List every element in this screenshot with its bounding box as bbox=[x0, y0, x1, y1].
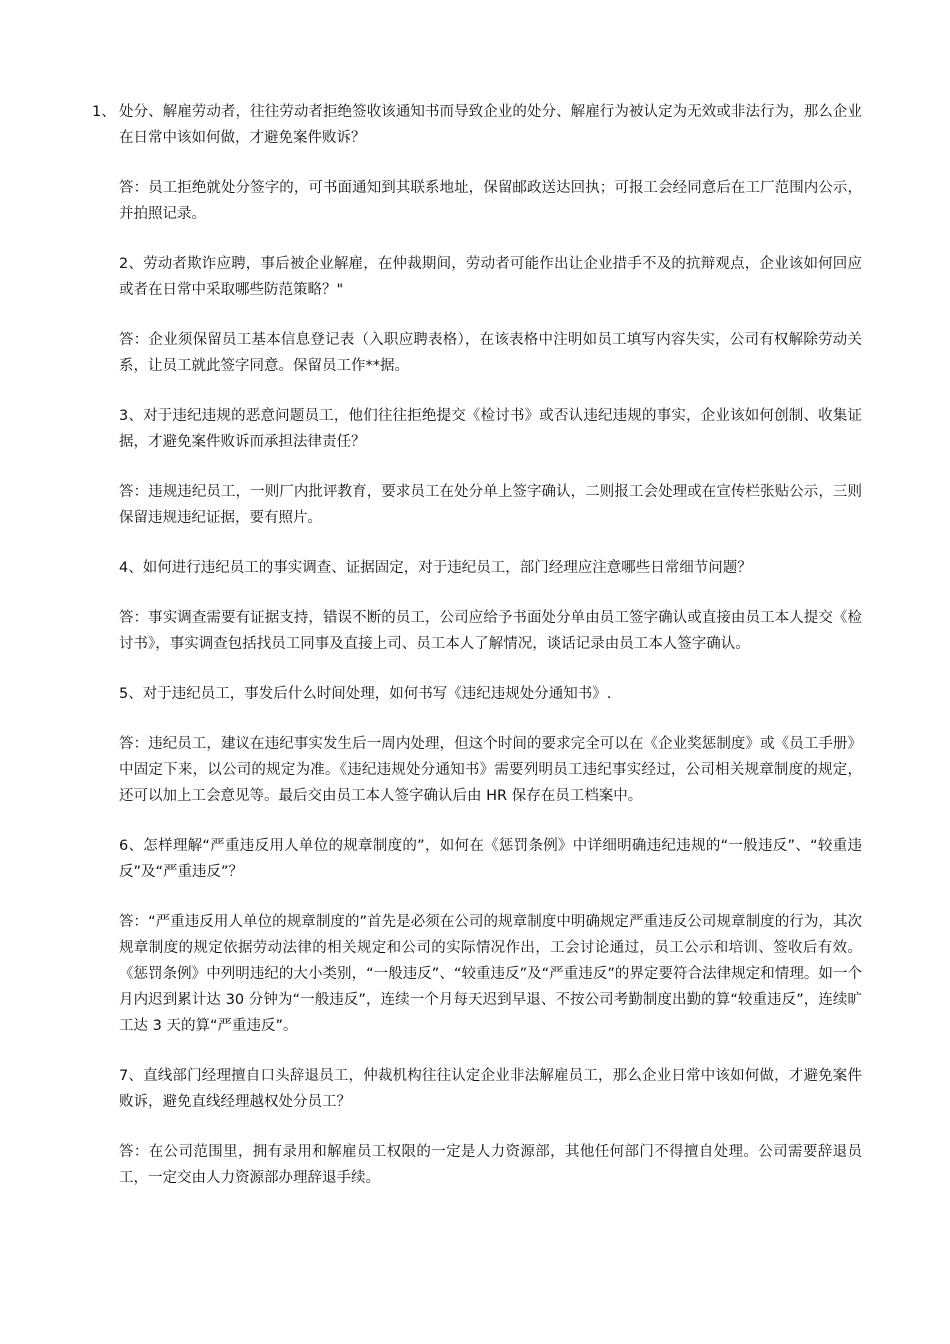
answer-6: 答：“严重违反用人单位的规章制度的”首先是必须在公司的规章制度中明确规定严重违反公司规章制度的行为，其次规章制度的规定依据劳动法律的相关规定和公司的实际情况作出，工会讨论通过，员工公示和培训、签收后有效。《惩罚条例》中列明违纪的大小类别，“一般违反”、“较重违反”及“严重违反”的界定要符合法律规定和情理。如一个月内迟到累计达 30 分钟为“一般违反”，连续一个月每天迟到早退、不按公司考勤制度出勤的算“较重违反”，连续旷工达 3 天的算“严重违反”。 bbox=[119, 914, 862, 1034]
answer-2: 答：企业须保留员工基本信息登记表（入职应聘表格），在该表格中注明如员工填写内容失实，公司有权解除劳动关系，让员工就此签字同意。保留员工作**据。 bbox=[119, 332, 862, 374]
question-text: 处分、解雇劳动者，往往劳动者拒绝签收该通知书而导致企业的处分、解雇行为被认定为无效或非法行为，那么企业在日常中该如何做，才避免案件败诉？ bbox=[119, 104, 862, 146]
answer-5: 答：违纪员工，建议在违纪事实发生后一周内处理，但这个时间的要求完全可以在《企业奖惩制度》或《员工手册》中固定下来，以公司的规定为准。《违纪违规处分通知书》需要列明员工违纪事实经过，公司相关规章制度的规定，还可以加上工会意见等。最后交由员工本人签字确认后由 HR 保存在员工档案中。 bbox=[119, 736, 862, 804]
question-3: 3、对于违纪违规的恶意问题员工，他们往往拒绝提交《检讨书》或否认违纪违规的事实，企业该如何创制、收集证据，才避免案件败诉而承担法律责任？ bbox=[119, 408, 862, 450]
document-body bbox=[92, 99, 862, 1215]
question-1 bbox=[92, 99, 862, 151]
question-7: 7、直线部门经理擅自口头辞退员工，仲裁机构往往认定企业非法解雇员工，那么企业日常中该如何做，才避免案件败诉，避免直线经理越权处分员工？ bbox=[119, 1068, 862, 1110]
question-2: 2、劳动者欺诈应聘，事后被企业解雇，在仲裁期间，劳动者可能作出让企业措手不及的抗辩观点，企业该如何回应或者在日常中采取哪些防范策略？" bbox=[119, 256, 862, 298]
answer-3: 答：违规违纪员工，一则厂内批评教育，要求员工在处分单上签字确认，二则报工会处理或在宣传栏张贴公示，三则保留违规违纪证据，要有照片。 bbox=[119, 484, 862, 526]
question-4: 4、如何进行违纪员工的事实调查、证据固定，对于违纪员工，部门经理应注意哪些日常细节问题？ bbox=[119, 560, 752, 576]
list-number: 1、 bbox=[92, 104, 116, 120]
answer-7: 答：在公司范围里，拥有录用和解雇员工权限的一定是人力资源部，其他任何部门不得擅自处理。公司需要辞退员工，一定交由人力资源部办理辞退手续。 bbox=[119, 1144, 862, 1186]
question-5: 5、对于违纪员工，事发后什么时间处理，如何书写《违纪违规处分通知书》. bbox=[119, 686, 612, 702]
question-6: 6、怎样理解“严重违反用人单位的规章制度的”，如何在《惩罚条例》中详细明确违纪违规的“一般违反”、“较重违反”及“严重违反”？ bbox=[119, 838, 862, 880]
answer-1: 答：员工拒绝就处分签字的，可书面通知到其联系地址，保留邮政送达回执；可报工会经同意后在工厂范围内公示，并拍照记录。 bbox=[119, 180, 862, 222]
answer-4: 答：事实调查需要有证据支持，错误不断的员工，公司应给予书面处分单由员工签字确认或直接由员工本人提交《检讨书》，事实调查包括找员工同事及直接上司、员工本人了解情况，谈话记录由员工本人签字确认。 bbox=[119, 610, 862, 652]
